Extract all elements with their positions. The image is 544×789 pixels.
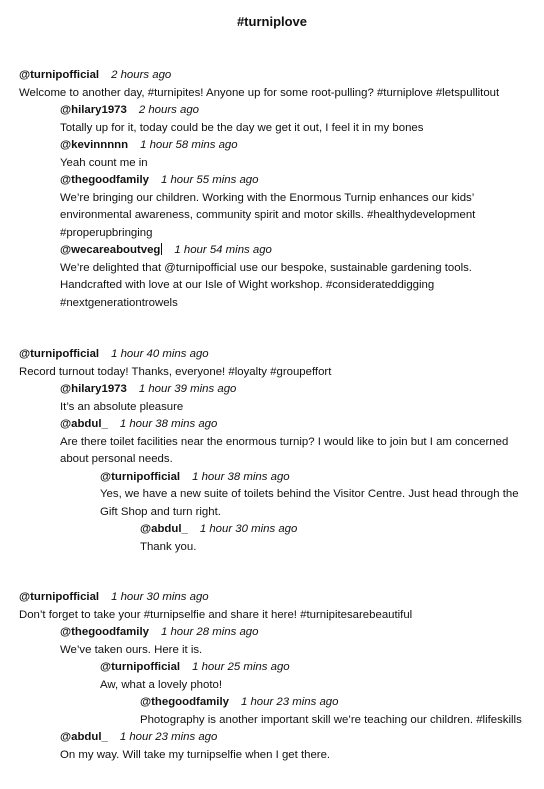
comment-text: Yes, we have a new suite of toilets behind the Visitor Centre. Just head through the Gift Shop and turn right. <box>100 488 519 518</box>
comment-reply <box>19 624 532 659</box>
comment-handle: @abdul_ <box>60 731 108 743</box>
comment-handle: @wecareaboutveg <box>60 244 161 256</box>
comment-text: We’ve taken ours. Here it is. <box>60 643 203 656</box>
thread-2 <box>19 346 532 556</box>
comment-reply <box>19 137 532 172</box>
comment-handle: @abdul_ <box>140 523 188 535</box>
comment-reply <box>19 521 532 556</box>
comment <box>19 346 532 381</box>
comment-time: 1 hour 39 mins ago <box>138 383 237 395</box>
comment-handle: @thegoodfamily <box>60 174 149 186</box>
comment-reply <box>19 242 532 312</box>
comment-reply <box>19 381 532 416</box>
comment-handle: @turnipofficial <box>19 591 100 603</box>
comment-handle: @turnipofficial <box>19 348 100 360</box>
comment <box>19 589 532 624</box>
comment <box>19 67 532 102</box>
comment-handle: @kevinnnnn <box>60 139 129 151</box>
comment-text: Totally up for it, today could be the day we get it out, I feel it in my bones <box>60 121 424 134</box>
comment-time: 1 hour 25 mins ago <box>192 661 290 673</box>
comment-text: Don’t forget to take your #turnipselfie and share it here! #turnipitesarebeautiful <box>19 608 413 621</box>
comment-handle: @abdul_ <box>60 418 108 430</box>
comment-text: Thank you. <box>140 540 197 553</box>
comment-handle: @turnipofficial <box>19 69 100 81</box>
comment-handle: @hilary1973 <box>60 383 127 395</box>
text-cursor <box>161 243 162 255</box>
comment-time: 2 hours ago <box>111 69 172 81</box>
comment-time: 1 hour 54 mins ago <box>174 244 272 256</box>
comment-handle: @thegoodfamily <box>60 626 149 638</box>
comment-time: 1 hour 40 mins ago <box>111 348 209 360</box>
comment-time: 1 hour 58 mins ago <box>140 139 238 151</box>
comment-reply <box>19 469 532 522</box>
comment-text: Aw, what a lovely photo! <box>100 678 222 691</box>
comment-text: It’s an absolute pleasure <box>60 400 184 413</box>
comment-reply <box>19 416 532 469</box>
comment-time: 1 hour 30 mins ago <box>111 591 209 603</box>
comment-text: On my way. Will take my turnipselfie when I get there. <box>60 748 331 761</box>
comment-handle: @thegoodfamily <box>140 696 229 708</box>
thread-1 <box>19 67 532 312</box>
comment-text: Photography is another important skill we’re teaching our children. #lifeskills <box>140 713 522 726</box>
comment-handle: @turnipofficial <box>100 470 181 483</box>
page-title: #turniplove <box>236 14 308 29</box>
comment-text: We’re bringing our children. Working with the Enormous Turnip enhances our kids’ environmental awareness, community spirit and motor skills. #healthydevelopment #properupbringing <box>60 191 476 239</box>
comment-handle: @turnipofficial <box>100 661 181 673</box>
comment-time: 1 hour 55 mins ago <box>160 174 259 186</box>
comment-text: Record turnout today! Thanks, everyone! #loyalty #groupeffort <box>19 365 332 378</box>
comment-text: Are there toilet facilities near the enormous turnip? I would like to join but I am concerned about personal needs. <box>60 435 509 465</box>
comment-time: 1 hour 28 mins ago <box>160 626 259 638</box>
comment-time: 1 hour 38 mins ago <box>119 418 218 430</box>
thread-3 <box>19 589 532 764</box>
comment-time: 2 hours ago <box>138 104 200 116</box>
comment-time: 1 hour 23 mins ago <box>119 731 218 743</box>
comment-time: 1 hour 23 mins ago <box>240 696 339 708</box>
comment-time: 1 hour 38 mins ago <box>192 470 290 483</box>
comment-reply <box>19 659 532 694</box>
comment-reply <box>19 172 532 242</box>
comment-handle: @hilary1973 <box>60 104 127 116</box>
comment-text: We’re delighted that @turnipofficial use our bespoke, sustainable gardening tools. Handcrafted with love at our Isle of Wight workshop. #considerateddigging #nextgenerationtrowels <box>60 261 472 309</box>
comment-reply <box>19 694 532 729</box>
comment-text: Welcome to another day, #turnipites! Anyone up for some root-pulling? #turniplove #letspullitout <box>19 86 500 99</box>
comment-reply <box>19 729 532 764</box>
comment-text: Yeah count me in <box>60 156 148 169</box>
comment-reply <box>19 102 532 137</box>
comment-time: 1 hour 30 mins ago <box>199 523 298 535</box>
